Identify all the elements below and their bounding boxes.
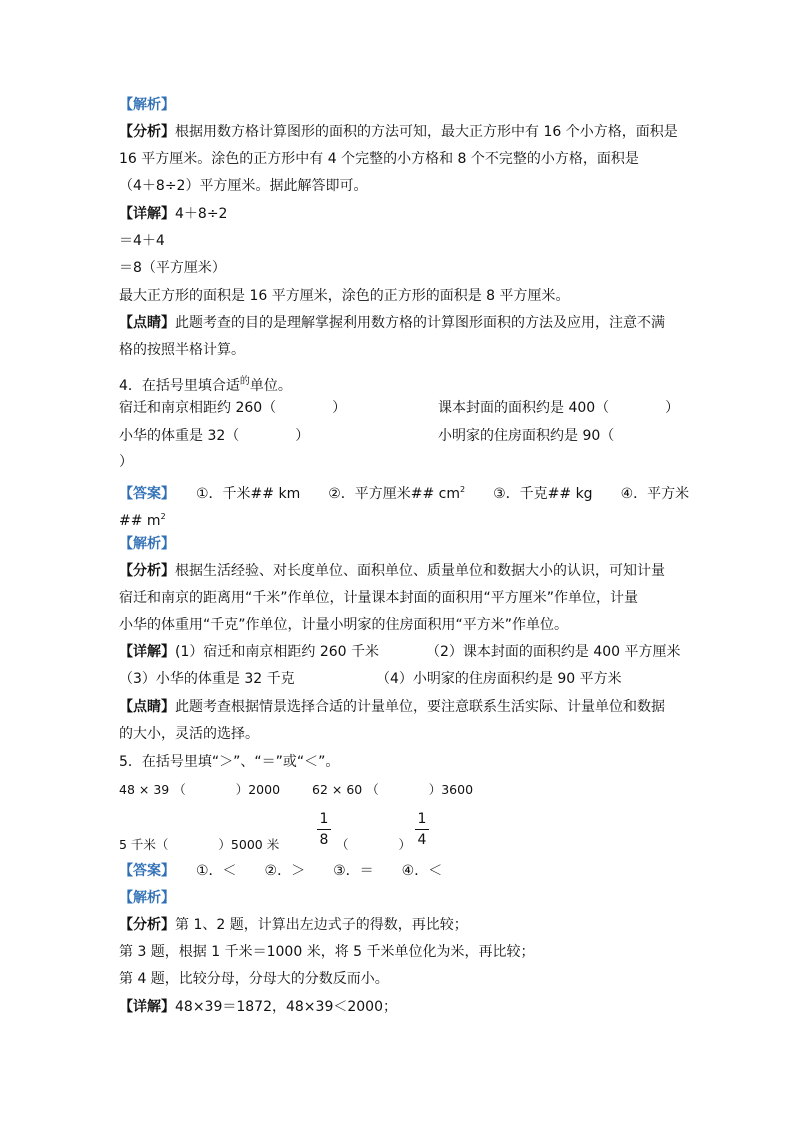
stem-text: 单位。: [249, 378, 292, 394]
comment-line: [119, 697, 665, 717]
fraction-bar: [317, 829, 331, 830]
analysis-line: 第 4 题，比较分母，分母大的分数反而小。: [119, 971, 389, 987]
analysis-line: 第 3 题，根据 1 千米＝1000 米，将 5 千米单位化为米，再比较；: [119, 944, 535, 960]
answer-tag: 【答案】: [119, 486, 168, 502]
compare-item-1: 48 × 39 （ ）2000: [119, 782, 281, 797]
comment-line: [119, 313, 665, 333]
analysis-tag: 【分析】: [119, 124, 175, 140]
comment-tag: 【点睛】: [119, 315, 175, 331]
analysis-line: 小华的体重用“千克”作单位，计量小明家的住房面积用“平方米”作单位。: [119, 617, 569, 633]
detail-text: 4＋8÷2: [175, 206, 228, 222]
superscript: 2: [460, 485, 466, 494]
analysis-line: 16 平方厘米。涂色的正方形中有 4 个完整的小方格和 8 个不完整的小方格，面积是: [119, 151, 639, 167]
superscript: 2: [160, 512, 166, 521]
detail-line: [119, 997, 397, 1017]
compare-item-2: 62 × 60 （ ）3600: [312, 782, 474, 797]
comment-line: 格的按照半格计算。: [119, 342, 245, 358]
calc-step: ＝8（平方厘米）: [119, 260, 226, 276]
analysis-text: 根据生活经验、对长度单位、面积单位、质量单位和数据大小的认识，可知计量: [175, 563, 665, 579]
jiexi-heading: 【解析】: [119, 890, 175, 906]
detail-tag: 【详解】: [119, 999, 175, 1015]
question-5-stem: 5．在括号里填“＞”、“＝”或“＜”。: [119, 754, 340, 770]
answer-text: ## m: [119, 513, 161, 529]
detail-text: 48×39＝1872，48×39＜2000；: [175, 999, 397, 1015]
detail-text: （4）小明家的住房面积约是 90 平方米: [376, 671, 622, 687]
detail-tag: 【详解】: [119, 206, 175, 222]
analysis-line: （4＋8÷2）平方厘米。据此解答即可。: [119, 178, 368, 194]
fraction-numerator: 1: [417, 811, 427, 827]
jiexi-heading: 【解析】: [119, 97, 175, 113]
comment-line: 的大小，灵活的选择。: [119, 726, 259, 742]
answer-text: ①．＜ ②．＞ ③．＝ ④．＜: [196, 863, 443, 879]
analysis-line: [119, 561, 665, 581]
comment-tag: 【点睛】: [119, 699, 175, 715]
analysis-line: [119, 122, 678, 142]
conclusion-line: 最大正方形的面积是 16 平方厘米，涂色的正方形的面积是 8 平方厘米。: [119, 288, 570, 304]
q4-answer-line: [119, 507, 166, 531]
q4-item-4-close: ）: [119, 454, 133, 470]
compare-item-3: 5 千米（ ）5000 米: [119, 837, 280, 852]
detail-line: [119, 642, 379, 662]
fraction-bar: [415, 829, 429, 830]
answer-text: ①．千米## km ②．平方厘米## cm: [196, 486, 461, 502]
fraction-1-4: [415, 811, 429, 848]
analysis-tag: 【分析】: [119, 563, 175, 579]
analysis-text: 根据用数方格计算图形的面积的方法可知，最大正方形中有 16 个小方格，面积是: [175, 124, 678, 140]
detail-text: （3）小华的体重是 32 千克: [119, 671, 295, 687]
comment-text: 此题考查根据情景选择合适的计量单位，要注意联系生活实际、计量单位和数据: [175, 699, 665, 715]
q4-answer-line: [119, 480, 689, 504]
analysis-text: 第 1、2 题，计算出左边式子的得数，再比较；: [175, 917, 468, 933]
analysis-line: [119, 915, 468, 935]
stem-superscript: 的: [239, 376, 250, 387]
q5-answer-line: [119, 861, 442, 881]
q4-item-4: 小明家的住房面积约是 90（: [438, 428, 615, 444]
fraction-denominator: 8: [319, 832, 329, 848]
q4-item-2: 课本封面的面积约是 400（ ）: [438, 400, 680, 416]
detail-line: [119, 204, 227, 224]
stem-text: 4．在括号里填合适: [119, 378, 240, 394]
detail-text: (1）宿迁和南京相距约 260 千米: [175, 644, 379, 660]
analysis-tag: 【分析】: [119, 917, 175, 933]
compare-blank: （ ）: [336, 837, 412, 852]
detail-tag: 【详解】: [119, 644, 175, 660]
fraction-denominator: 4: [417, 832, 427, 848]
detail-text: （2）课本封面的面积约是 400 平方厘米: [426, 644, 681, 660]
calc-step: ＝4＋4: [119, 233, 165, 249]
analysis-line: 宿迁和南京的距离用“千米”作单位，计量课本封面的面积用“平方厘米”作单位，计量: [119, 590, 639, 606]
question-4-stem: [119, 372, 292, 396]
q4-item-1: 宿迁和南京相距约 260（ ）: [119, 400, 347, 416]
fraction-1-8: [317, 811, 331, 848]
jiexi-heading: 【解析】: [119, 536, 175, 552]
answer-text: ③．千克## kg ④．平方米: [465, 486, 690, 502]
comment-text: 此题考查的目的是理解掌握利用数方格的计算图形面积的方法及应用，注意不满: [175, 315, 665, 331]
q4-item-3: 小华的体重是 32（ ）: [119, 428, 310, 444]
fraction-numerator: 1: [319, 811, 329, 827]
answer-tag: 【答案】: [119, 863, 168, 879]
